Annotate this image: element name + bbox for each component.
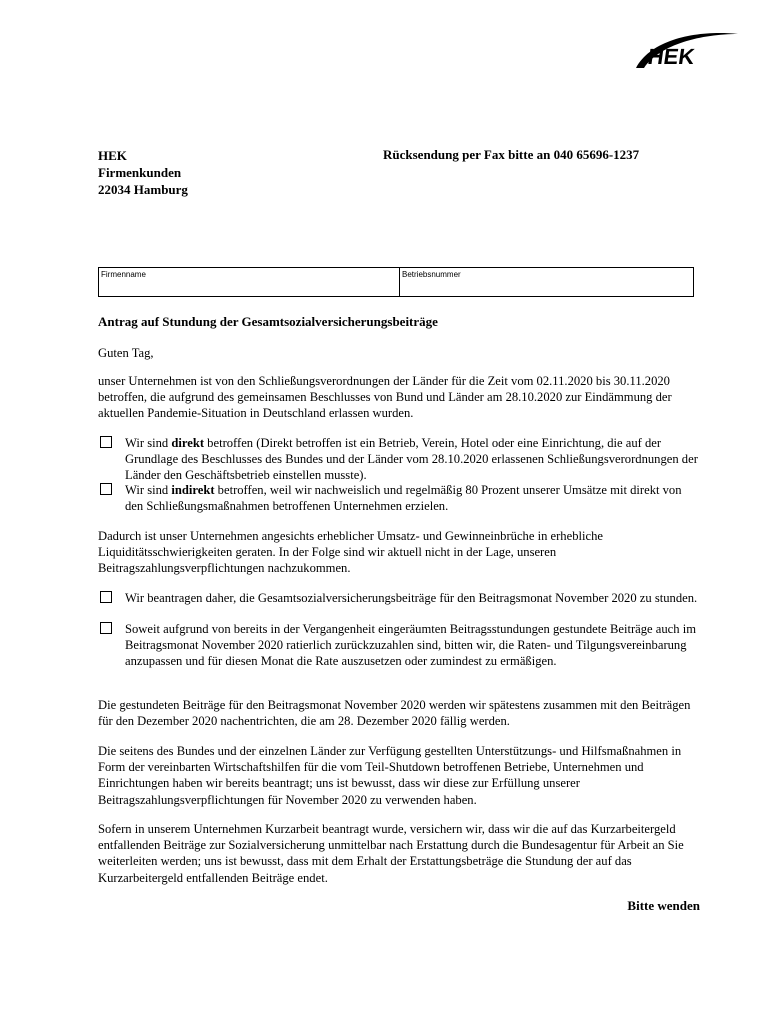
kurzarbeit-paragraph: Sofern in unserem Unternehmen Kurzarbeit beantragt wurde, versichern wir, dass wir die auf das Kurzarbeitergeld entfallenden Beiträge zur Sozialversicherung unmittelbar nach Erstattung durch die Bundesagentur für Arbeit an Sie weiterleiten werden; uns ist bewusst, dass mit dem Erhalt der Erstattungsbeträge die Stundung der auf das Kurzarbeitergeld entfallenden Beiträge endet. bbox=[98, 822, 684, 885]
company-name-field[interactable] bbox=[99, 268, 400, 296]
deferred-paragraph: Die gestundeten Beiträge für den Beitragsmonat November 2020 werden wir spätestens zusammen mit den Beiträgen für den Dezember 2020 nachentrichten, die am 28. Dezember 2020 fällig werden. bbox=[98, 698, 691, 729]
hek-logo bbox=[630, 28, 742, 78]
operation-number-field[interactable] bbox=[400, 268, 693, 296]
installments-checkbox[interactable] bbox=[100, 622, 112, 634]
intro-paragraph: unser Unternehmen ist von den Schließungsverordnungen der Länder für die Zeit vom 02.11.2020 bis 30.11.2020 betroffen, die aufgrund des gemeinsamen Beschlusses von Bund und Länder am 28.10.2020 zur Eindämmung der aktuellen Pandemie-Situation in Deutschland erlassen wurden. bbox=[98, 374, 672, 421]
indirect-option-text: Wir sind indirekt betroffen, weil wir nachweislich und regelmäßig 80 Prozent unserer Umsätze mit direkt von den Schließungsmaßnahmen betroffenen Unternehmen erzielen. bbox=[125, 483, 682, 514]
support-paragraph: Die seitens des Bundes und der einzelnen Länder zur Verfügung gestellten Unterstützungs- und Hilfsmaßnahmen in Form der vereinbarten Wirtschaftshilfen für die vom Teil-Shutdown betroffenen Betriebe, Unternehmen und Einrichtungen haben wir bereits beantragt; uns ist bewusst, dass wir diese zur Erfüllung unserer Beitragszahlungsverpflichtungen für November 2020 zu verwenden haben. bbox=[98, 744, 682, 807]
greeting: Guten Tag, bbox=[98, 346, 154, 360]
address-line-1: HEK bbox=[98, 148, 127, 163]
direct-checkbox[interactable] bbox=[100, 436, 112, 448]
document-heading: Antrag auf Stundung der Gesamtsozialversicherungsbeiträge bbox=[98, 314, 438, 329]
direct-option-text: Wir sind direkt betroffen (Direkt betroffen ist ein Betrieb, Verein, Hotel oder eine Einrichtung, die auf der Grundlage des Beschlusses des Bundes und der Länder vom 28.10.2020 erlassenen Schließungsverordnungen der Länder den Geschäftsbetrieb einstellen musste). bbox=[125, 436, 698, 483]
recipient-address bbox=[98, 147, 188, 198]
address-line-3: 22034 Hamburg bbox=[98, 182, 188, 197]
address-line-2: Firmenkunden bbox=[98, 165, 182, 180]
logo-text: HEK bbox=[646, 44, 697, 69]
deferral-checkbox[interactable] bbox=[100, 591, 112, 603]
deferral-option-text: Wir beantragen daher, die Gesamtsozialversicherungsbeiträge für den Beitragsmonat November 2020 zu stunden. bbox=[125, 591, 698, 605]
turn-page-note: Bitte wenden bbox=[627, 898, 700, 913]
operation-number-label: Betriebsnummer bbox=[402, 270, 461, 279]
fax-note: Rücksendung per Fax bitte an 040 65696-1237 bbox=[383, 147, 640, 162]
installments-option-text: Soweit aufgrund von bereits in der Vergangenheit eingeräumten Beitragsstundungen gestundete Beiträge auch im Beitragsmonat November 2020 ratierlich zurückzuzahlen sind, bitten wir, die Raten- und Tilgungsvereinbarung anzupassen und für diesen Monat die Rate auszusetzen oder zumindest zu ermäßigen. bbox=[125, 622, 696, 669]
company-name-label: Firmenname bbox=[101, 270, 146, 279]
indirect-checkbox[interactable] bbox=[100, 483, 112, 495]
company-fields-table bbox=[98, 267, 694, 297]
consequence-paragraph: Dadurch ist unser Unternehmen angesichts erheblicher Umsatz- und Gewinneinbrüche in erhebliche Liquiditätsschwierigkeiten geraten. In der Folge sind wir aktuell nicht in der Lage, unseren Beitragszahlungsverpflichtungen nachzukommen. bbox=[98, 529, 603, 576]
